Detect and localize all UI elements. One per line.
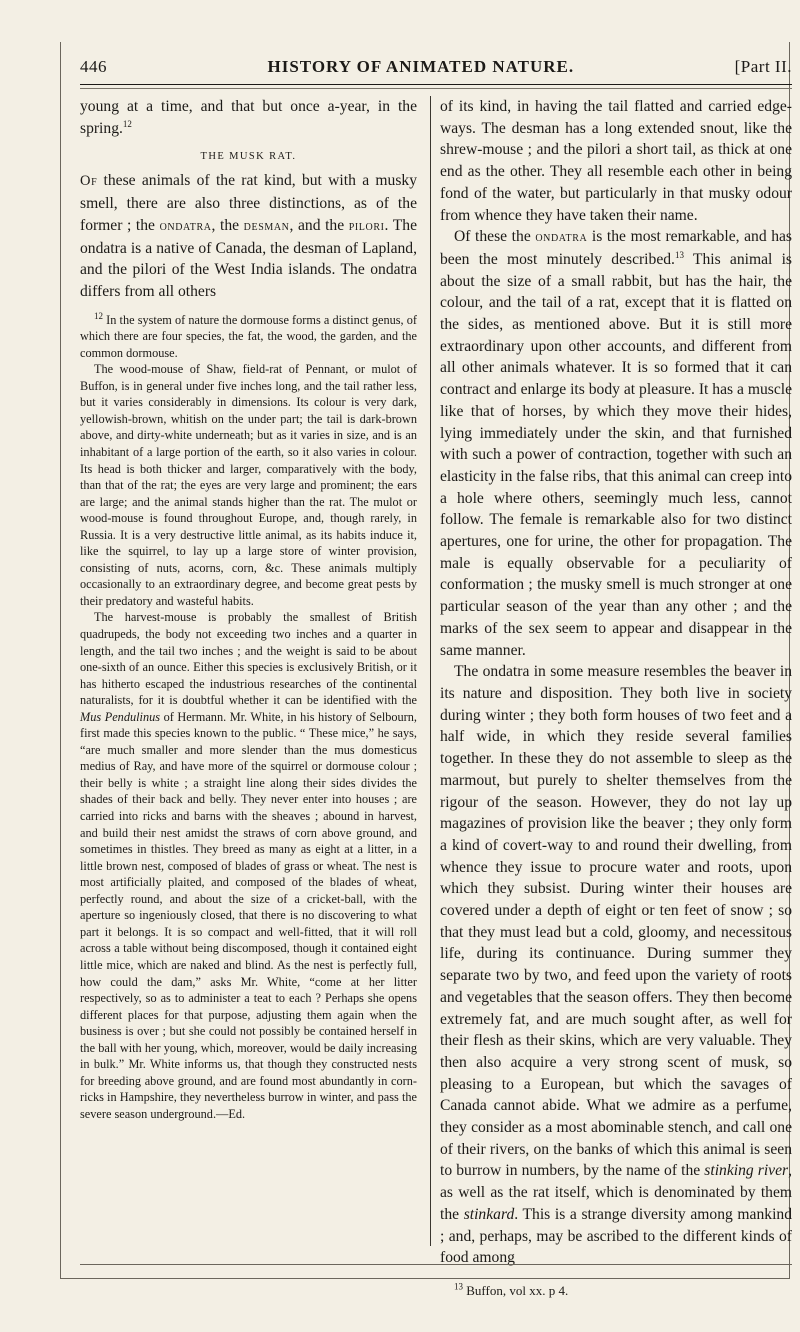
note-paragraph-3 (80, 609, 417, 1122)
note-number: 12 (94, 310, 103, 321)
text-run: The harvest-mouse is probably the smallest of British quadrupeds, the body not exceeding two inches and a quarter in length, and the tail two inches ; and the weight is said to be about one-sixth of an ounce. Either this species is exclusively British, or it has hitherto escaped the industrious researches of the continental naturalists, for it is doubtful whether it can be identified with the (80, 610, 417, 708)
footnote-number: 13 (454, 1281, 463, 1292)
editor-note-12 (80, 312, 417, 1123)
text-run: . The ondatra is a native of Canada, the desman of Lapland, and the pilori of the West India islands. The ondatra differs from all others (80, 216, 417, 300)
column-divider (430, 96, 431, 1246)
dropcap-word: Of (80, 173, 98, 190)
note-paragraph-1 (80, 312, 417, 362)
footnote-ref-12: 12 (122, 118, 132, 129)
running-title: HISTORY OF ANIMATED NATURE. (267, 57, 575, 76)
right-paragraph-3 (440, 661, 792, 1269)
section-heading: THE MUSK RAT. (200, 151, 297, 163)
right-paragraph-2 (440, 226, 792, 661)
text-run: of Hermann. Mr. White, in his history of Selbourn, first made this species known to the public. “ These mice,” he says, “are much smaller and more slender than the mus domesticus medius of Ray, and have more of the squirrel or dormouse colour ; their belly is white ; a straight line along their sides divides the shades of their back and belly. They never enter into houses ; are carried into ricks and barns with the sheaves ; abound in harvest, and build their nest amidst the straws of corn above ground, and sometimes in thistles. They breed as many as eight at a litter, in a little brown nest, composed of blades of grass or wheat. The nest is most artificially plaited, and composed of the blades of wheat, perfectly round, and about the size of a cricket-ball, with the aperture so ingeniously closed, that there is no discovering to what part it belongs. It is so compact and well-fitted, that it will roll across a table without being discomposed, though it contained eight little mice, which are naked and blind. As the nest is perfectly full, how could the dam,” asks Mr. White, “come at her litter respectively, so as to administer a teat to each ? Perhaps she opens different places for that purpose, adjusting them again when the business is over ; but she could not possibly be contained herself in the ball with her young, which, moreover, would be daily increasing in bulk.” Mr. White informs us, that though they constructed nests for breeding above ground, and are found most abundantly in corn-ricks in Hampshire, they nevertheless burrow in winter, and pass the severe season underground.—Ed. (80, 709, 417, 1121)
text-run: , the (211, 216, 244, 234)
term-stinkard: stinkard (463, 1205, 515, 1223)
running-header (80, 50, 792, 85)
intro-paragraph (80, 96, 417, 139)
part-label: [Part II. (734, 57, 792, 76)
term-stinking-river: stinking river (704, 1162, 789, 1180)
footnote-text: Buffon, vol xx. p 4. (463, 1282, 569, 1298)
bottom-rule (80, 1264, 792, 1265)
text-run: , and the (289, 216, 349, 234)
right-column (440, 96, 792, 1299)
text-run: This animal is about the size of a small rabbit, but has the hair, the colour, and the tail of a rat, except that it is flatted on the sides, as mentioned above. But it is still more extraordinary upon other accounts, and different from all other animals whatever. It is so formed that it can contract and enlarge its body at pleasure. It has a muscle like that of horses, by which they move their hides, lying immediately under the skin, and that furnished with such a power of contraction, together with such an elasticity in the false ribs, that this animal can creep into a hole where others, seemingly much less, cannot follow. The female is remarkable also for two distinct apertures, one for urine, the other for propagation. The male is equally observable for a peculiarity of conformation ; the musky smell is much stronger at one particular season of the year than any other ; and the marks of the sex seem to appear and disappear in the same manner. (440, 250, 792, 659)
text-run: Of these the (454, 228, 536, 246)
left-body (80, 96, 417, 139)
term-ondatra: ondatra (159, 217, 212, 234)
musk-rat-body (80, 170, 417, 302)
intro-text: young at a time, and that but once a-year, in the spring. (80, 98, 417, 137)
text-run: these animals of the rat kind, but with a musky smell, there are also three distinctions, as of the former ; the (80, 172, 417, 234)
text-run: , as well as the rat itself, which is denominated by them the (440, 1162, 792, 1223)
page-number: 446 (80, 57, 107, 76)
text-run: . This is a strange diversity among mankind ; and, perhaps, may be ascribed to the different kinds of food among (440, 1205, 792, 1267)
header-rule (80, 88, 792, 89)
text-run: is the most remarkable, and has been the most minutely described. (440, 228, 793, 268)
term-ondatra: ondatra (535, 229, 588, 246)
note-paragraph-2: The wood-mouse of Shaw, field-rat of Pennant, or mulot of Buffon, is in general under five inches long, and the tail rather less, but it varies considerably in dimensions. Its colour is very dark, yellowish-brown, whitish on the under part; the tail is dark-brown above, and dirty-white underneath; but as it varies in size, and is an inhabitant of a large portion of the earth, so it also varies in colour. Its head is both thicker and larger, comparatively with the body, than that of the rat; the eyes are very large and prominent; the ears are large; and the animal stands higher than the rat. The mulot or wood-mouse is found throughout Europe, and, though rarely, in Russia. It is a very destructive little animal, as its habits induce it, like the squirrel, to lay up a large store of winter provision, consisting of nuts, acorns, corn, &c. These animals multiply occasionally to an extraordinary degree, and become great pests by their predatory and wasteful habits. (80, 362, 417, 608)
term-desman: desman (243, 217, 290, 234)
musk-rat-paragraph (80, 170, 417, 302)
text-run: The ondatra in some measure resembles the beaver in its nature and disposition. They both live in society during winter ; they both form houses of two feet and a half wide, in which they reside several families together. In these they do not assemble to sleep as the marmout, but purely to shelter themselves from the rigour of the season. However, they do not lay up magazines of provision like the beaver ; they only form a kind of covert-way to and round their dwelling, from whence they issue to procure water and roots, upon which they subsist. During winter their houses are covered under a depth of eight or ten feet of snow ; so that they must lead but a cold, gloomy, and necessitous life, during its continuance. During summer they separate two by two, and feed upon the variety of roots and vegetables that the season offers. They then become extremely fat, and are much sought after, as well for their flesh as their skins, which are very valuable. They then also acquire a very strong scent of musk, so pleasing to a European, but which the savages of Canada cannot abide. What we admire as a perfume, they consider as a most abominable stench, and call one of their rivers, on the banks of which this animal is seen to burrow in numbers, by the name of the (440, 663, 792, 1180)
footnote-13 (440, 1283, 792, 1299)
right-body (440, 96, 792, 1269)
species-name: Mus Pendulinus (80, 709, 161, 724)
footnote-ref-13: 13 (674, 249, 684, 260)
left-column (80, 96, 417, 1122)
term-pilori: pilori (348, 217, 385, 234)
right-paragraph-1: of its kind, in having the tail flatted and carried edge-ways. The desman has a long extended snout, like the shrew-mouse ; and the pilori a short tail, as thick at one end as the other. They all resemble each other in being fond of the water, but particularly in that musky odour from whence they have taken their name. (440, 98, 792, 224)
note-text: In the system of nature the dormouse forms a distinct genus, of which there are four species, the fat, the wood, the garden, and the common dormouse. (80, 312, 417, 360)
